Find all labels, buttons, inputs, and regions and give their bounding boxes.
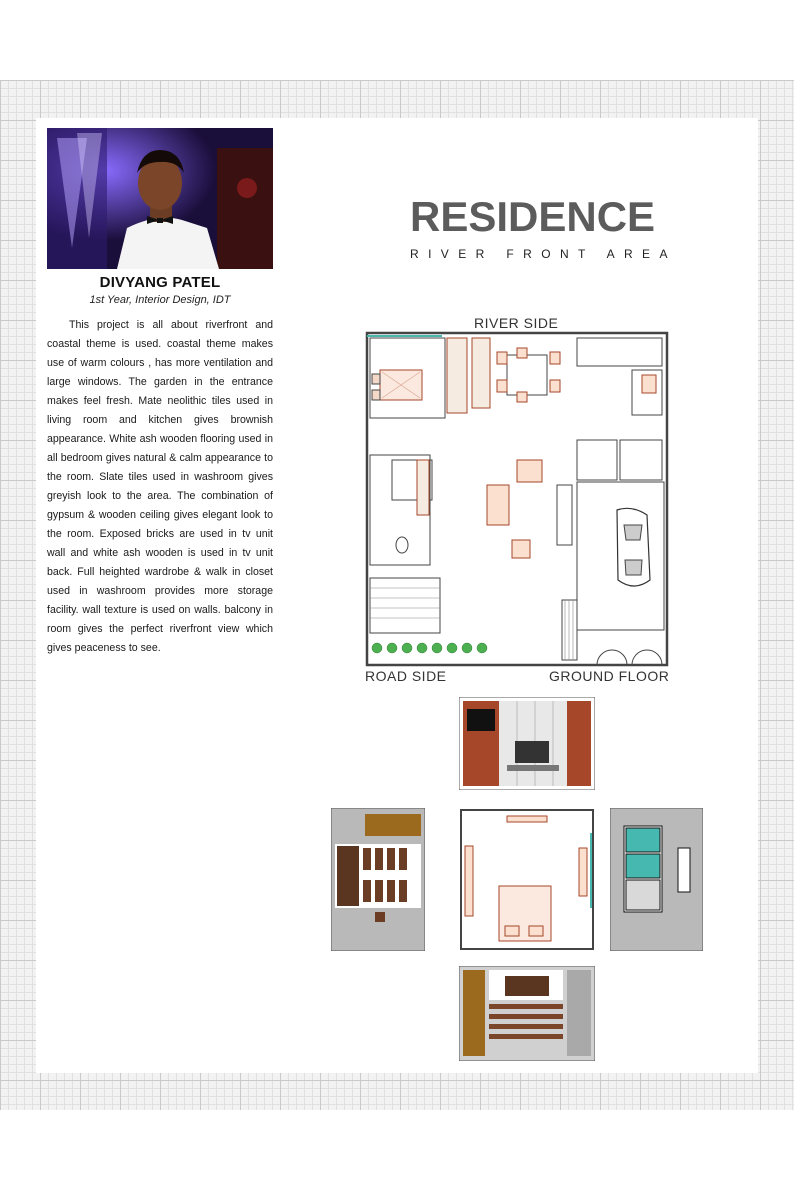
plan-label-road-side: ROAD SIDE <box>365 668 447 684</box>
project-description: This project is all about riverfront and coastal theme is used. coastal theme makes use of warm colours , has more ventilation and large windows. The garden in the entrance makes feel fresh. Mate neolithic tiles used in living room and kitchen gives brownish appearance. White ash wooden flooring used in all bedroom gives natural & calm appearance to the room. Slate tiles used in washroom gives greyish look to the area. The combination of gypsum & wooden ceiling gives elegant look to the room. Exposed bricks are used in tv unit wall and white ash wooden is used in tv unit back. Full heighted wardrobe & walk in closet used in washroom provides more storage facility. wall texture is used on walls. balcony in room gives the perfect riverfront view which gives peaceness to see. <box>47 319 273 654</box>
elevation-bathroom <box>610 808 703 951</box>
ground-floor-plan <box>362 330 672 670</box>
elevation-tv-wall <box>459 697 595 790</box>
page-title: RESIDENCE <box>410 193 656 240</box>
designer-photo <box>47 128 273 269</box>
master-bedroom-plan <box>459 808 595 951</box>
elevation-wardrobe <box>331 808 425 951</box>
designer-name: DIVYANG PATEL <box>99 274 221 291</box>
elevation-headboard-wall <box>459 966 595 1061</box>
plan-label-river-side: RIVER SIDE <box>474 315 559 331</box>
plan-label-ground-floor: GROUND FLOOR <box>549 668 670 684</box>
designer-course: 1st Year, Interior Design, IDT <box>89 294 231 306</box>
page-subtitle: RIVER FRONT AREA <box>410 247 677 261</box>
